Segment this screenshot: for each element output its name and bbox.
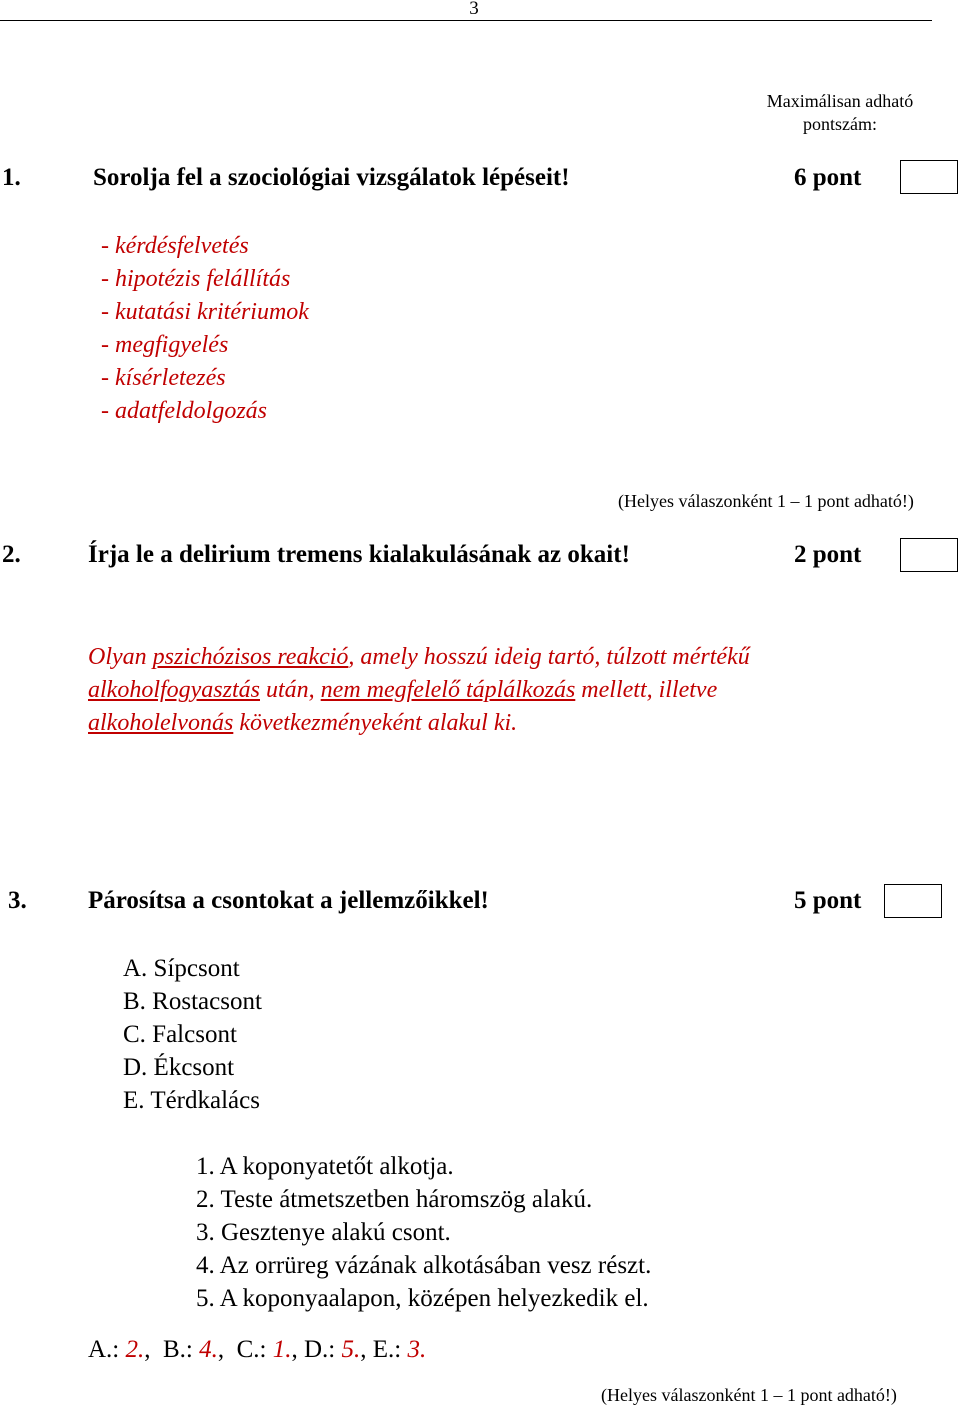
underlined-term: alkoholfogyasztás (88, 677, 260, 703)
feature-list (196, 1150, 651, 1315)
max-score-label: Maximálisan adható pontszám: (766, 91, 914, 134)
answer-value: 4. (199, 1336, 218, 1363)
bone-list (123, 952, 262, 1117)
list-item: B. Rostacsont (123, 988, 262, 1015)
underlined-term: pszichózisos reakció (152, 644, 349, 670)
list-item: - kutatási kritériumok (101, 299, 309, 325)
answer-value: 2. (125, 1336, 145, 1363)
q1-question: Sorolja fel a szociológiai vizsgálatok lépéseit! (93, 164, 570, 191)
q1-number: 1. (2, 164, 21, 191)
header-rule (0, 20, 932, 21)
answer-value: 5. (341, 1336, 361, 1363)
q2-number: 2. (2, 541, 21, 568)
q2-question: Írja le a delirium tremens kialakulásának az okait! (88, 541, 630, 568)
underlined-term: alkoholelvonás (88, 710, 234, 736)
list-item: 2. Teste átmetszetben háromszög alakú. (196, 1186, 593, 1213)
q1-points: 6 pont (794, 164, 862, 191)
q3-answer-key: A.: 2., B.: 4., C.: 1., D.: 5., E.: 3. (88, 1336, 427, 1363)
list-item: - kísérletezés (101, 365, 226, 391)
list-item: 5. A koponyaalapon, középen helyezkedik el. (196, 1285, 649, 1312)
list-item: 1. A koponyatetőt alkotja. (196, 1153, 454, 1180)
q3-points: 5 pont (794, 887, 862, 914)
list-item: - hipotézis felállítás (101, 266, 291, 292)
q3-number: 3. (8, 887, 27, 914)
list-item: C. Falcsont (123, 1021, 237, 1048)
answer-value: 3. (407, 1336, 427, 1363)
list-item: 3. Gesztenye alakú csont. (196, 1219, 451, 1246)
q3-score-box[interactable] (884, 884, 942, 918)
list-item: D. Ékcsont (123, 1054, 235, 1081)
list-item: - adatfeldolgozás (101, 398, 267, 424)
q3-question: Párosítsa a csontokat a jellemzőikkel! (88, 887, 489, 914)
page-number: 3 (469, 0, 479, 19)
q2-answer (88, 641, 750, 740)
list-item: E. Térdkalács (123, 1087, 260, 1114)
q1-score-box[interactable] (900, 160, 958, 194)
list-item: - megfigyelés (101, 332, 229, 358)
q3-scoring-note: (Helyes válaszonként 1 – 1 pont adható!) (601, 1385, 897, 1405)
underlined-term: nem megfelelő táplálkozás (320, 677, 576, 703)
answer-line-1: Olyan pszichózisos reakció, amely hosszú ideig tartó, túlzott mértékű (88, 644, 750, 670)
answer-value: 1. (272, 1336, 292, 1363)
q2-score-box[interactable] (900, 538, 958, 572)
q2-points: 2 pont (794, 541, 862, 568)
list-item: A. Sípcsont (123, 955, 240, 982)
answer-line-2: alkoholfogyasztás után, nem megfelelő táplálkozás mellett, illetve (88, 677, 718, 703)
list-item: - kérdésfelvetés (101, 233, 249, 259)
q1-answer-list (101, 230, 309, 428)
list-item: 4. Az orrüreg vázának alkotásában vesz részt. (196, 1252, 652, 1279)
answer-line-3: alkoholelvonás következményeként alakul ki. (88, 710, 518, 736)
q1-scoring-note: (Helyes válaszonként 1 – 1 pont adható!) (618, 491, 914, 511)
